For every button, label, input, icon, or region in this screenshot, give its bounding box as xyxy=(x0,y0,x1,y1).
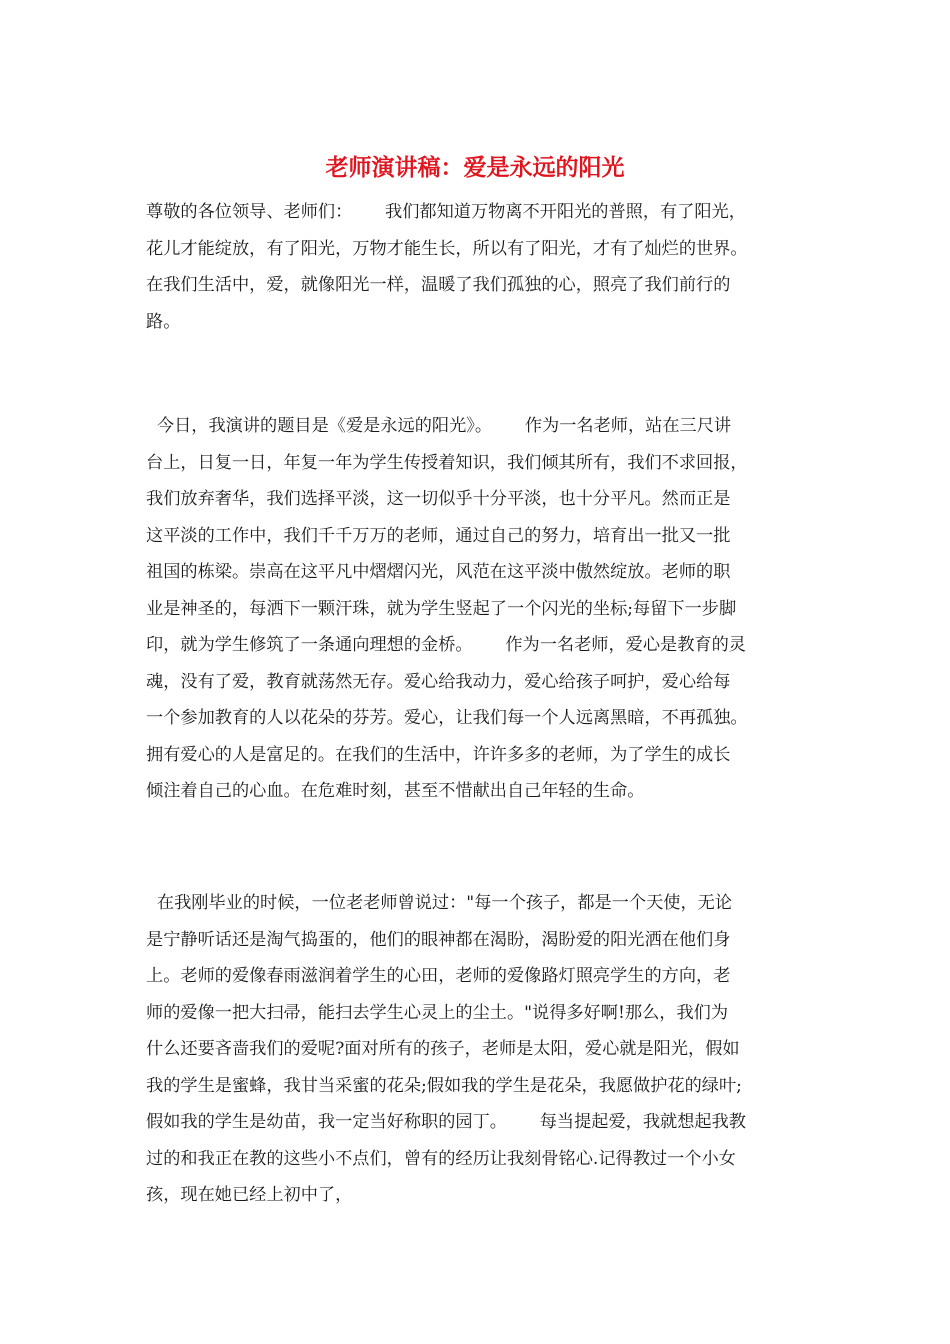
text-line: 路。 xyxy=(146,311,181,332)
text-line: 魂，没有了爱，教育就荡然无存。爱心给我动力，爱心给孩子呵护，爱心给每 xyxy=(146,671,731,692)
paragraph-2 xyxy=(146,408,816,810)
document-title: 老师演讲稿：爱是永远的阳光 xyxy=(325,155,625,181)
text-line: 这平淡的工作中，我们千千万万的老师，通过自己的努力，培育出一批又一批 xyxy=(146,525,731,546)
text-line: 我的学生是蜜蜂，我甘当采蜜的花朵;假如我的学生是花朵，我愿做护花的绿叶; xyxy=(146,1075,742,1096)
text-line: 过的和我正在教的这些小不点们，曾有的经历让我刻骨铭心.记得教过一个小女 xyxy=(146,1148,736,1169)
text-line: 拥有爱心的人是富足的。在我们的生活中，许许多多的老师，为了学生的成长 xyxy=(146,744,731,765)
text-line: 在我们生活中，爱，就像阳光一样，温暖了我们孤独的心，照亮了我们前行的 xyxy=(146,275,731,295)
text-line: 花儿才能绽放，有了阳光，万物才能生长，所以有了阳光，才有了灿烂的世界。 xyxy=(146,238,748,259)
text-line: 上。老师的爱像春雨滋润着学生的心田，老师的爱像路灯照亮学生的方向，老 xyxy=(146,966,731,986)
text-line: 业是神圣的，每洒下一颗汗珠，就为学生竖起了一个闪光的坐标;每留下一步脚 xyxy=(146,598,737,619)
text-line: 台上，日复一日，年复一年为学生传授着知识，我们倾其所有，我们不求回报， xyxy=(146,452,748,473)
text-line: 什么还要吝啬我们的爱呢?面对所有的孩子，老师是太阳，爱心就是阳光，假如 xyxy=(146,1039,740,1059)
paragraph-1 xyxy=(146,194,816,340)
text-line: 尊敬的各位领导、老师们： 我们都知道万物离不开阳光的普照，有了阳光， xyxy=(146,202,746,222)
text-line: 假如我的学生是幼苗，我一定当好称职的园丁。 每当提起爱，我就想起我教 xyxy=(146,1112,746,1132)
text-line: 师的爱像一把大扫帚，能扫去学生心灵上的尘土。"说得多好啊!那么，我们为 xyxy=(146,1002,729,1023)
text-line: 祖国的栋梁。崇高在这平凡中熠熠闪光，风范在这平淡中傲然绽放。老师的职 xyxy=(146,562,731,582)
text-line: 印，就为学生修筑了一条通向理想的金桥。 作为一名老师，爱心是教育的灵 xyxy=(146,635,746,655)
text-line: 我们放弃奢华，我们选择平淡，这一切似乎十分平淡，也十分平凡。然而正是 xyxy=(146,489,731,509)
text-line: 倾注着自己的心血。在危难时刻，甚至不惜献出自己年轻的生命。 xyxy=(146,781,645,801)
paragraph-3 xyxy=(146,885,816,1214)
text-line: 是宁静听话还是淘气捣蛋的，他们的眼神都在渴盼，渴盼爱的阳光洒在他们身 xyxy=(146,929,731,950)
text-line: 在我刚毕业的时候，一位老老师曾说过："每一个孩子，都是一个天使，无论 xyxy=(146,893,733,913)
text-line: 孩，现在她已经上初中了， xyxy=(146,1185,353,1205)
text-line: 今日，我演讲的题目是《爱是永远的阳光》。 作为一名老师，站在三尺讲 xyxy=(146,416,732,436)
text-line: 一个参加教育的人以花朵的芬芳。爱心，让我们每一个人远离黑暗，不再孤独。 xyxy=(146,708,748,728)
